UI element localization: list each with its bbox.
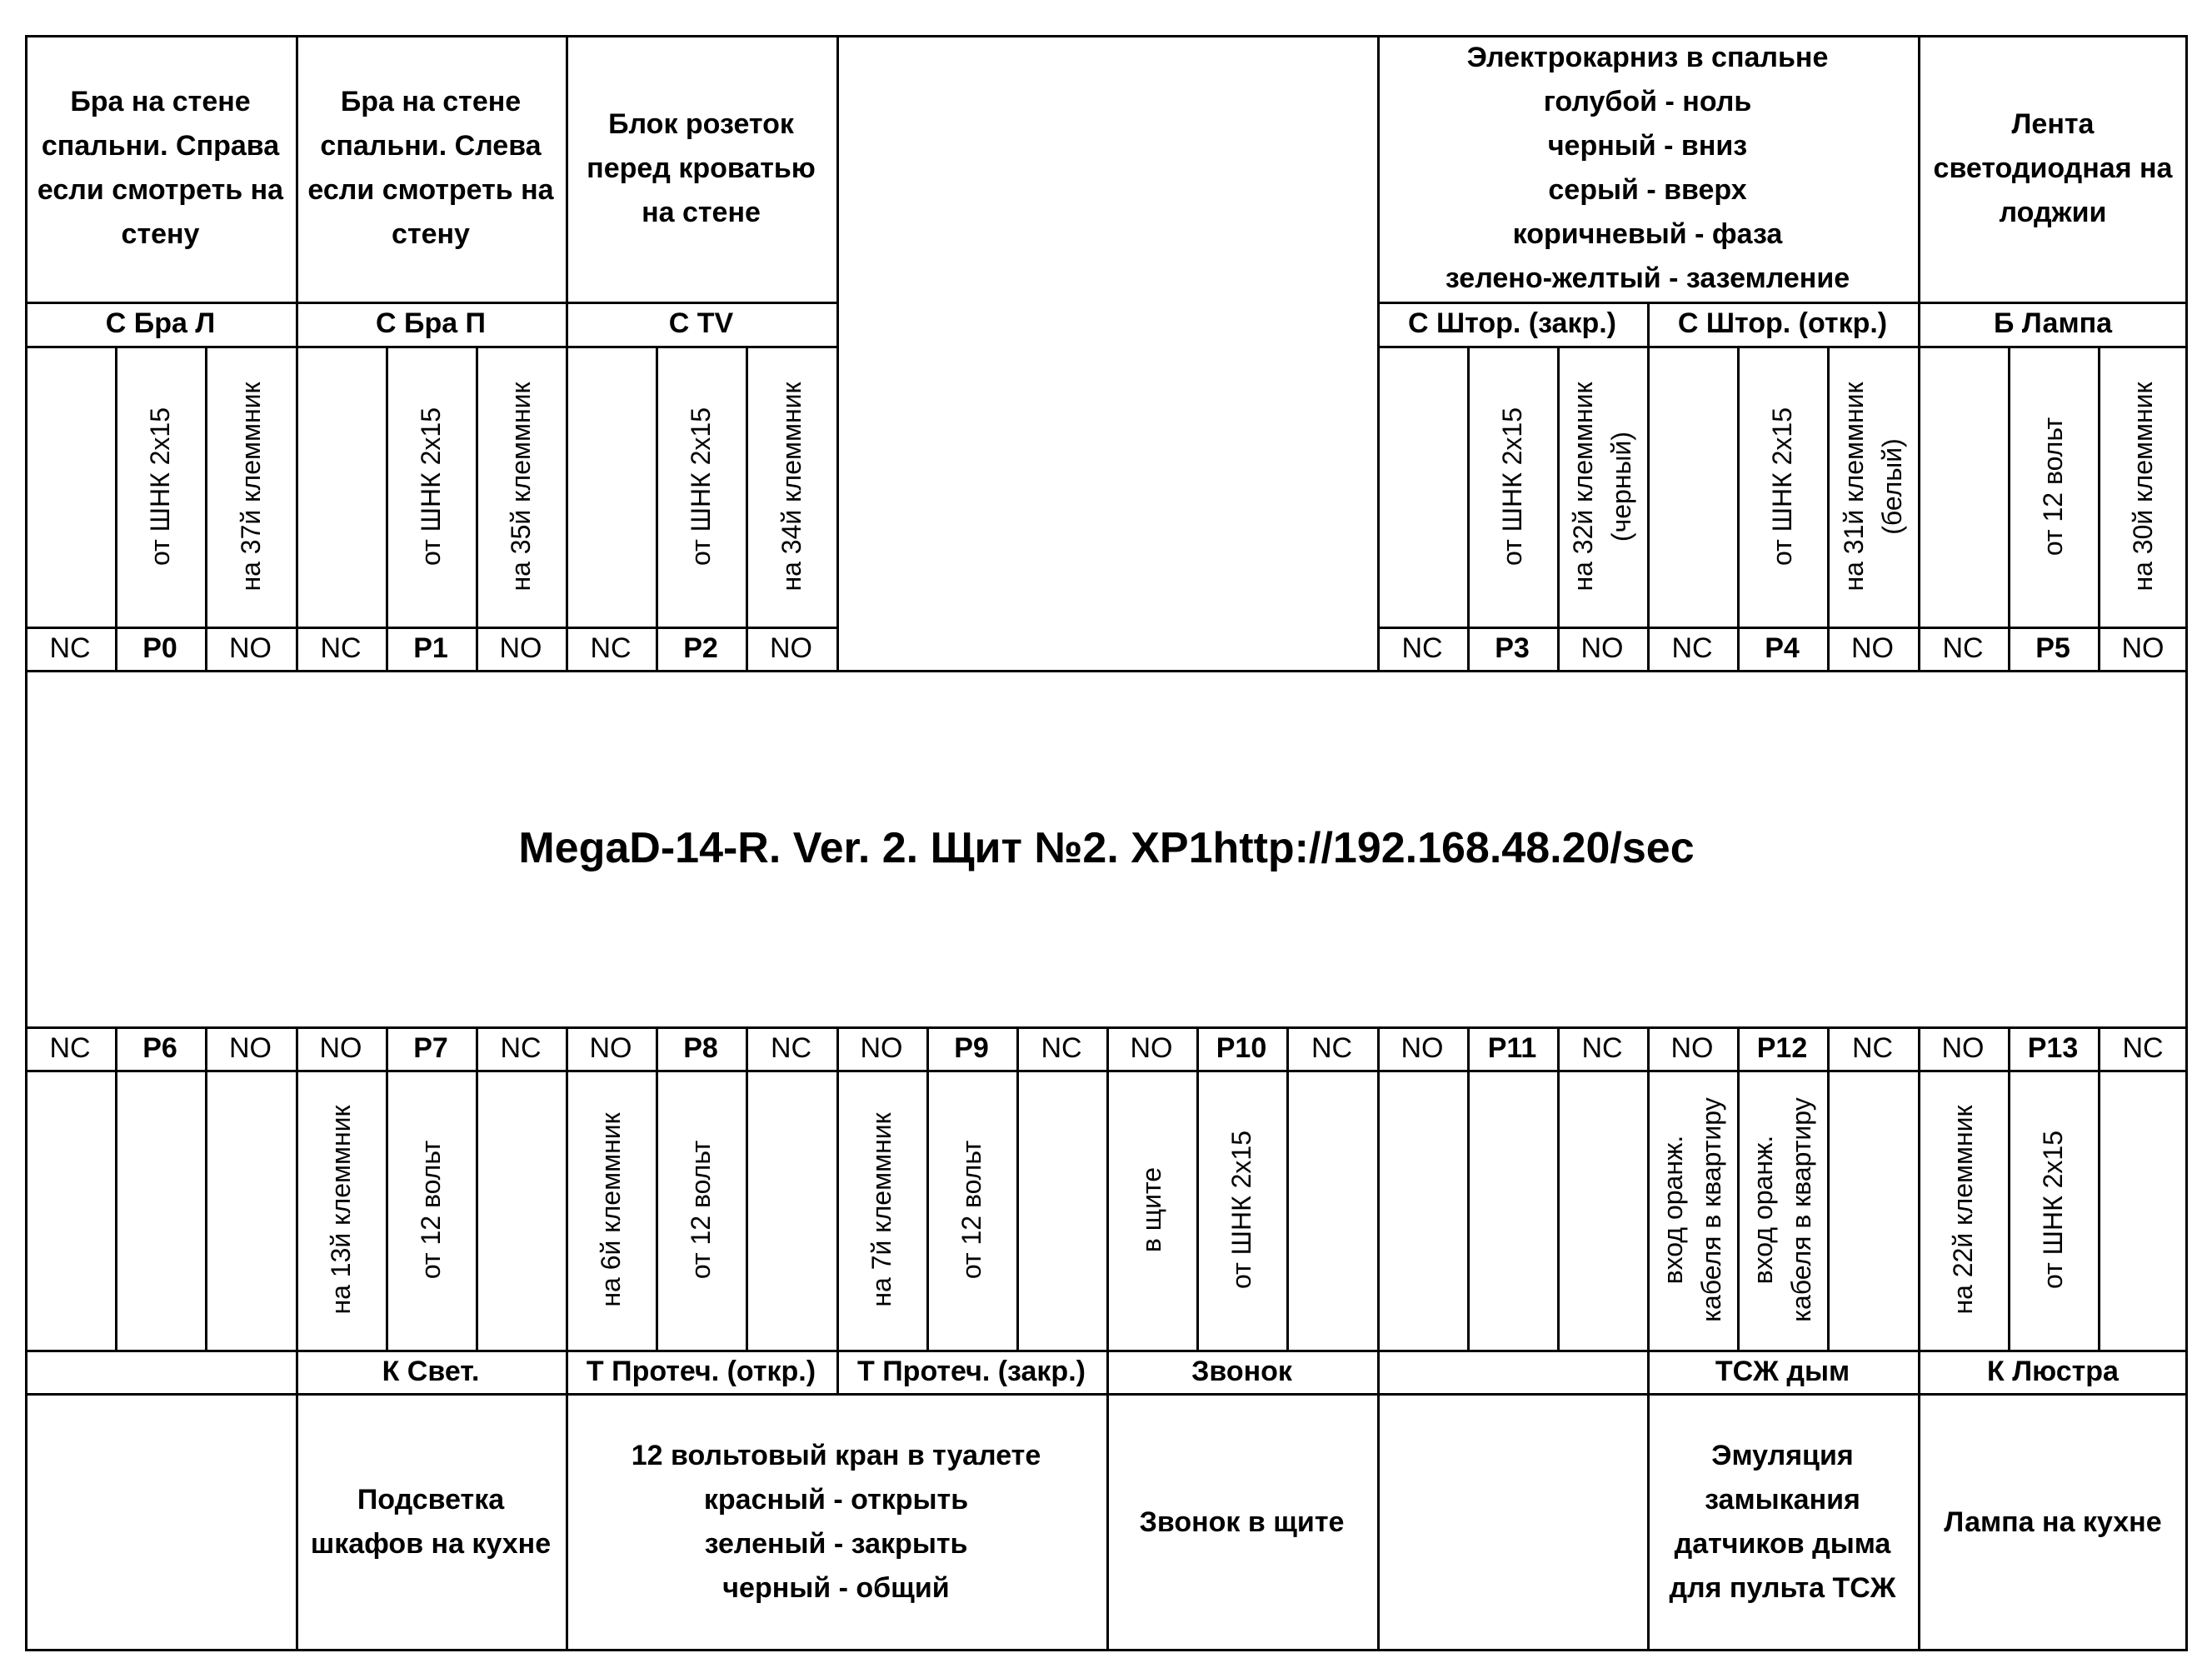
top-description: Бра на стене спальни. Справа если смотреть на стену — [37, 86, 284, 250]
bottom-group-label: К Свет. — [382, 1355, 480, 1387]
bottom-wiring-note — [926, 1070, 1016, 1350]
v-top-minor — [2098, 346, 2100, 670]
top-wiring-note-text: от ШНК 2х15 — [686, 407, 716, 566]
bottom-wiring-note — [2008, 1070, 2098, 1350]
top-wiring-note-text: от 12 вольт — [2038, 417, 2068, 556]
v-top-minor — [1737, 346, 1740, 670]
bottom-pin-label: P7 — [413, 1031, 448, 1064]
v-bot-minor — [205, 1026, 207, 1350]
h-top-wire — [25, 346, 836, 348]
bottom-group-label: К Люстра — [1987, 1355, 2119, 1387]
bottom-wiring-note — [2098, 1070, 2188, 1350]
top-pin-label: NC — [320, 632, 362, 664]
bottom-description: Эмуляция замыкания датчиков дыма для пульта ТСЖ — [1669, 1440, 1896, 1604]
v-bot-minor — [1827, 1026, 1830, 1350]
top-wiring-note-text: на 31й клеммник (белый) — [1838, 381, 1907, 592]
bottom-wiring-note — [566, 1070, 656, 1350]
v-bot-desc — [296, 1393, 298, 1651]
bottom-wiring-note-text: от ШНК 2х15 — [1226, 1131, 1256, 1289]
bottom-pin-label: NO — [1670, 1031, 1714, 1064]
v-bot-minor — [1106, 1026, 1109, 1350]
top-wiring-note-text: на 34й клеммник — [776, 381, 806, 592]
v-bot-minor — [1196, 1026, 1199, 1350]
v-bot-minor — [836, 1026, 839, 1350]
top-wiring-note — [1467, 346, 1557, 627]
h-top-hdr — [25, 302, 836, 304]
bottom-description: Лампа на кухне — [1944, 1506, 2162, 1538]
bottom-description: Подсветка шкафов на кухне — [310, 1484, 552, 1560]
bottom-wiring-note — [746, 1070, 836, 1350]
bottom-wiring-note — [836, 1070, 926, 1350]
v-bot-hdr — [836, 1350, 839, 1393]
top-wiring-note — [1918, 346, 2008, 627]
v-bot-desc — [1918, 1393, 1920, 1651]
bottom-wiring-note-text: от 12 вольт — [956, 1140, 986, 1280]
bottom-wiring-note — [1106, 1070, 1196, 1350]
v-top-minor — [205, 346, 207, 670]
bottom-group-label — [1377, 1350, 1647, 1393]
bottom-wiring-note — [296, 1070, 386, 1350]
top-group-label — [836, 302, 1377, 346]
bottom-pin-label: NC — [2122, 1031, 2164, 1064]
bottom-wiring-note-text: вход оранж. кабеля в квартиру — [1748, 1097, 1816, 1322]
v-top-minor — [2008, 346, 2010, 670]
bottom-pin-label: NO — [1130, 1031, 1173, 1064]
v-top-major — [566, 35, 568, 670]
bottom-wiring-note — [1196, 1070, 1286, 1350]
v-bot-minor — [746, 1026, 748, 1350]
top-wiring-note — [566, 346, 656, 627]
v-top-minor — [1557, 346, 1560, 670]
bottom-pin-label: P9 — [954, 1031, 989, 1064]
v-bot-hdr — [296, 1350, 298, 1393]
bottom-pin-label: NO — [860, 1031, 903, 1064]
bottom-wiring-note — [1647, 1070, 1737, 1350]
top-wiring-note — [205, 346, 296, 627]
v-bot-minor — [1737, 1026, 1740, 1350]
v-bot-minor — [296, 1026, 298, 1350]
bottom-pin-label: NC — [1581, 1031, 1623, 1064]
top-pin-label: P4 — [1765, 632, 1800, 664]
top-wiring-note — [1647, 346, 1737, 627]
v-top-major — [1918, 35, 1920, 670]
v-bot-hdr — [1377, 1350, 1380, 1393]
title-line-url[interactable]: http://192.168.48.20/sec — [1212, 824, 1695, 872]
v-bot-minor — [656, 1026, 658, 1350]
v-bot-minor — [1647, 1026, 1650, 1350]
v-bot-minor — [1918, 1026, 1920, 1350]
v-bot-desc — [1647, 1393, 1650, 1651]
bottom-pin-label: NC — [500, 1031, 542, 1064]
bottom-wiring-note-text: на 13й клеммник — [326, 1105, 356, 1315]
top-pin-label: NC — [1671, 632, 1713, 664]
bottom-wiring-note — [25, 1070, 115, 1350]
v-bot-hdr — [1647, 1350, 1650, 1393]
v-bot-minor — [2008, 1026, 2010, 1350]
bottom-pin-label: NC — [1851, 1031, 1894, 1064]
v-top-minor — [476, 346, 478, 670]
top-pin-label: P2 — [683, 632, 718, 664]
top-group-label: С Штор. (откр.) — [1677, 307, 1888, 339]
bottom-wiring-note-text: в щите — [1136, 1166, 1166, 1253]
top-group-label: С TV — [668, 307, 734, 339]
title-line-model: MegaD-14-R. Ver. 2. Щит №2. XP1 — [518, 824, 1213, 872]
v-bot-desc — [1106, 1393, 1109, 1651]
top-wiring-note — [1827, 346, 1918, 627]
top-wiring-note-text: на 37й клеммник — [235, 381, 266, 592]
bottom-pin-label: NC — [1041, 1031, 1082, 1064]
v-top-major — [296, 35, 298, 670]
top-wiring-note — [1557, 346, 1647, 627]
top-wiring-note — [2098, 346, 2188, 627]
top-wiring-note-text: от ШНК 2х15 — [145, 407, 175, 566]
top-pin-label: NO — [499, 632, 542, 664]
top-group-label: С Бра П — [376, 307, 486, 339]
top-pin-label: NO — [770, 632, 812, 664]
v-bot-minor — [1377, 1026, 1380, 1350]
bottom-wiring-note — [656, 1070, 746, 1350]
bottom-wiring-note-text: вход оранж. кабеля в квартиру — [1658, 1097, 1726, 1322]
top-description: Блок розеток перед кроватью на стене — [587, 107, 816, 228]
top-pin-label: NC — [1401, 632, 1443, 664]
bottom-pin-label: NC — [1311, 1031, 1353, 1064]
v-top-minor — [386, 346, 388, 670]
top-group-label: С Штор. (закр.) — [1407, 307, 1617, 339]
h-top-pin — [25, 627, 836, 629]
top-pin-label: NC — [1942, 632, 1984, 664]
bottom-pin-label: NO — [229, 1031, 272, 1064]
top-wiring-note — [746, 346, 836, 627]
bottom-group-label: Т Протеч. (откр.) — [586, 1355, 816, 1387]
bottom-wiring-note — [1016, 1070, 1106, 1350]
top-wiring-note-text: на 30й клеммник — [2128, 381, 2158, 592]
bottom-wiring-note — [205, 1070, 296, 1350]
bottom-description: Звонок в щите — [1139, 1506, 1345, 1538]
bottom-pin-label: NO — [319, 1031, 362, 1064]
bottom-wiring-note-text: от 12 вольт — [416, 1140, 446, 1280]
v-top-minor — [115, 346, 117, 670]
bottom-group-label: Т Протеч. (закр.) — [857, 1355, 1086, 1387]
v-bot-minor — [476, 1026, 478, 1350]
border-top — [25, 35, 2188, 37]
v-top-minor — [1827, 346, 1830, 670]
v-bot-minor — [1286, 1026, 1289, 1350]
top-pin-label: NC — [49, 632, 91, 664]
bottom-pin-label: P11 — [1487, 1031, 1537, 1064]
bottom-wiring-note — [1737, 1070, 1827, 1350]
border-right — [2185, 35, 2188, 1651]
bottom-pin-label: NC — [49, 1031, 91, 1064]
v-bot-minor — [566, 1026, 568, 1350]
top-pin-label: NC — [590, 632, 632, 664]
bottom-description: 12 вольтовый кран в туалете красный - открыть зеленый - закрыть черный - общий — [631, 1440, 1041, 1604]
bottom-wiring-note — [1377, 1070, 1467, 1350]
v-bot-minor — [386, 1026, 388, 1350]
bottom-wiring-note — [1557, 1070, 1647, 1350]
top-wiring-note — [1377, 346, 1467, 627]
h-title-top — [25, 670, 2188, 672]
border-left — [25, 35, 27, 1651]
top-group-label: Б Лампа — [1993, 307, 2113, 339]
top-pin-label: P1 — [413, 632, 448, 664]
bottom-wiring-note-text: на 7й клеммник — [866, 1112, 896, 1307]
v-bot-minor — [2098, 1026, 2100, 1350]
v-top-major — [1377, 35, 1380, 670]
bottom-wiring-note — [115, 1070, 205, 1350]
bottom-description — [25, 1393, 296, 1651]
bottom-pin-label: NO — [1941, 1031, 1985, 1064]
bottom-pin-label: P8 — [683, 1031, 718, 1064]
top-wiring-note — [476, 346, 566, 627]
bottom-wiring-note-text: на 6й клеммник — [596, 1112, 626, 1307]
bottom-group-label: Звонок — [1191, 1355, 1292, 1387]
bottom-wiring-note-text: от 12 вольт — [686, 1140, 716, 1280]
top-wiring-note — [115, 346, 205, 627]
bottom-wiring-note — [386, 1070, 476, 1350]
top-pin-label: NO — [229, 632, 272, 664]
v-bot-desc — [1377, 1393, 1380, 1651]
top-pin-label: NO — [2121, 632, 2165, 664]
v-top-minor — [656, 346, 658, 670]
top-description: Лента светодиодная на лоджии — [1933, 107, 2173, 228]
top-wiring-note-text: от ШНК 2х15 — [1767, 407, 1797, 566]
bottom-wiring-note — [1286, 1070, 1377, 1350]
v-bot-minor — [926, 1026, 929, 1350]
bottom-group-label: ТСЖ дым — [1715, 1355, 1850, 1387]
v-top-major — [1647, 302, 1650, 670]
top-wiring-note — [1737, 346, 1827, 627]
v-top-major — [836, 35, 839, 670]
top-wiring-note — [25, 346, 115, 627]
top-wiring-note — [386, 346, 476, 627]
bottom-pin-label: NO — [1401, 1031, 1444, 1064]
bottom-pin-label: P12 — [1756, 1031, 1808, 1064]
top-description — [836, 35, 1377, 302]
bottom-pin-label: NO — [589, 1031, 632, 1064]
h-top-wire-r — [1377, 346, 2188, 348]
bottom-description — [1377, 1393, 1647, 1651]
sheet-title — [25, 670, 2188, 1026]
v-bot-minor — [115, 1026, 117, 1350]
top-description: Электрокарниз в спальне голубой - ноль черный - вниз серый - вверх коричневый - фаза зелено-желтый - заземление — [1445, 42, 1850, 294]
bottom-wiring-note — [1827, 1070, 1918, 1350]
bottom-wiring-note — [1467, 1070, 1557, 1350]
h-top-pin-r — [1377, 627, 2188, 629]
top-pin-label: NO — [1851, 632, 1894, 664]
v-top-minor — [1467, 346, 1470, 670]
v-bot-hdr — [566, 1350, 568, 1393]
top-pin-label: NO — [1580, 632, 1624, 664]
top-wiring-note-text: от ШНК 2х15 — [1497, 407, 1527, 566]
top-pin-label: P3 — [1495, 632, 1530, 664]
v-bot-minor — [1016, 1026, 1019, 1350]
bottom-group-label — [25, 1350, 296, 1393]
top-pin-label: P5 — [2035, 632, 2070, 664]
bottom-pin-label: P13 — [2027, 1031, 2079, 1064]
bottom-pin-label: NC — [770, 1031, 812, 1064]
top-wiring-note-text: от ШНК 2х15 — [416, 407, 446, 566]
bottom-wiring-note-text: на 22й клеммник — [1948, 1105, 1978, 1315]
top-wiring-note-text: на 32й клеммник (черный) — [1568, 381, 1636, 592]
v-top-minor — [746, 346, 748, 670]
top-pin-label: P0 — [142, 632, 177, 664]
v-bot-hdr — [1106, 1350, 1109, 1393]
bottom-wiring-note-text: от ШНК 2х15 — [2038, 1131, 2068, 1289]
bottom-wiring-note — [1918, 1070, 2008, 1350]
bottom-wiring-note — [476, 1070, 566, 1350]
v-bot-minor — [1557, 1026, 1560, 1350]
top-group-label: С Бра Л — [105, 307, 216, 339]
v-bot-desc — [566, 1393, 568, 1651]
bottom-pin-label: P10 — [1216, 1031, 1267, 1064]
top-wiring-note — [296, 346, 386, 627]
top-wiring-note — [656, 346, 746, 627]
v-bot-minor — [1467, 1026, 1470, 1350]
top-wiring-note-text: на 35й клеммник — [506, 381, 536, 592]
top-description: Бра на стене спальни. Слева если смотреть на стену — [307, 86, 554, 250]
v-bot-hdr — [1918, 1350, 1920, 1393]
bottom-pin-label: P6 — [142, 1031, 177, 1064]
h-top-hdr-r — [1377, 302, 2188, 304]
top-wiring-note — [2008, 346, 2098, 627]
